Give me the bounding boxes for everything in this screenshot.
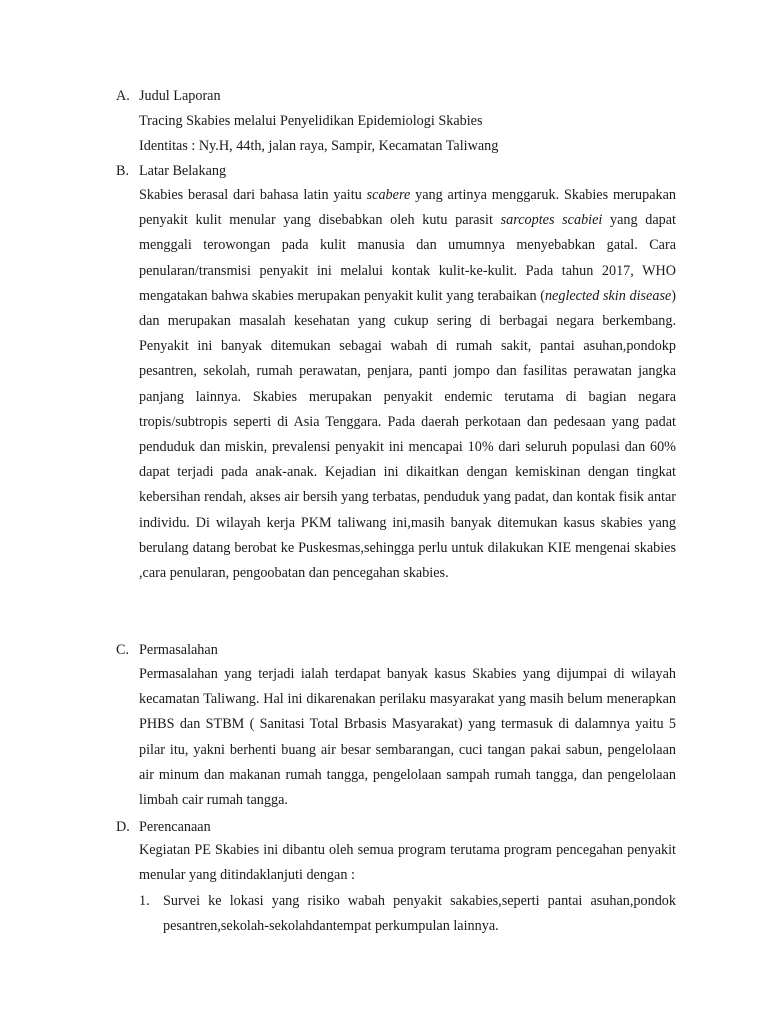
section-c-title: Permasalahan bbox=[139, 642, 218, 658]
section-d-heading bbox=[116, 815, 676, 839]
section-a-heading bbox=[116, 84, 676, 108]
section-b-letter: B. bbox=[116, 163, 130, 179]
section-d-letter: D. bbox=[116, 819, 130, 835]
background-term-neglected: neglected skin disease bbox=[544, 287, 672, 304]
report-identity: Identitas : Ny.H, 44th, jalan raya, Sampir, Kecamatan Taliwang bbox=[139, 138, 499, 154]
planning-list-item bbox=[139, 889, 676, 939]
section-c-letter: C. bbox=[116, 642, 130, 658]
list-item-number: 1. bbox=[139, 893, 150, 909]
section-c-heading bbox=[116, 638, 676, 662]
background-term-scabere: scabere bbox=[366, 187, 411, 203]
background-text-3: yang dapat menggali terowongan pada kulit manusia dan umumnya menyebabkan gatal. Cara penularan/transmisi penyakit ini melalui kontak kulit-ke-kulit. Pada tahun 2017, WHO mengatakan bahwa skabies merupakan penyakit kulit yang terabaikan ( bbox=[139, 212, 676, 304]
section-a-title: Judul Laporan bbox=[139, 88, 221, 104]
background-term-sarcoptes: sarcoptes scabiei bbox=[500, 212, 603, 229]
background-paragraph bbox=[139, 183, 676, 586]
report-title: Tracing Skabies melalui Penyelidikan Epidemiologi Skabies bbox=[139, 113, 483, 129]
section-d-title: Perencanaan bbox=[139, 819, 211, 835]
list-item-text: Survei ke lokasi yang risiko wabah penyakit sakabies,seperti pantai asuhan,pondok pesantren,sekolah-sekolahdantempat perkumpulan lainnya. bbox=[163, 893, 676, 935]
background-text-2: yang artinya menggaruk. Skabies merupakan penyakit kulit menular yang disebabkan oleh kutu parasit bbox=[139, 187, 676, 229]
planning-paragraph: Kegiatan PE Skabies ini dibantu oleh semua program terutama program pencegahan penyakit menular yang ditindaklanjuti dengan : bbox=[139, 842, 676, 884]
section-b-heading bbox=[116, 159, 676, 183]
background-text-1: Skabies berasal dari bahasa latin yaitu bbox=[139, 187, 367, 203]
section-b-title: Latar Belakang bbox=[139, 163, 227, 179]
background-text-4: ) dan merupakan masalah kesehatan yang cukup sering di berbagai negara berkembang. Penyakit ini banyak ditemukan sebagai wabah di rumah sakit, pantai asuhan,pondokp pesantren, sekolah, rumah perawatan, penjara, panti jompo dan fasilitas perawatan jangka panjang lainnya. Skabies merupakan penyakit endemic terutama di bagian negara tropis/subtropis seperti di Asia Tenggara. Pada daerah perkotaan dan pedesaan yang padat penduduk dan miskin, prevalensi penyakit ini mencapai 10% dari seluruh populasi dan 60% dapat terjadi pada anak-anak. Kejadian ini dikaitkan dengan kemiskinan dengan tingkat kebersihan rendah, akses air bersih yang terbatas, penduduk yang padat, dan kontak fisik antar individu. Di wilayah kerja PKM taliwang ini,masih banyak ditemukan kasus skabies yang berulang datang berobat ke Puskesmas,sehingga perlu untuk dilakukan KIE mengenai skabies ,cara penularan, pengoobatan dan pencegahan skabies. bbox=[139, 287, 676, 582]
problem-paragraph: Permasalahan yang terjadi ialah terdapat banyak kasus Skabies yang dijumpai di wilayah kecamatan Taliwang. Hal ini dikarenakan perilaku masyarakat yang masih belum menerapkan PHBS dan STBM ( Sanitasi Total Brbasis Masyarakat) yang termasuk di dalamnya yaitu 5 pilar itu, yakni berhenti buang air besar sembarangan, cuci tangan pakai sabun, pengelolaan air minum dan makanan rumah tangga, pengelolaan sampah rumah tangga, dan pengelolaan limbah cair rumah tangga. bbox=[139, 666, 676, 809]
section-a-letter: A. bbox=[116, 88, 130, 104]
